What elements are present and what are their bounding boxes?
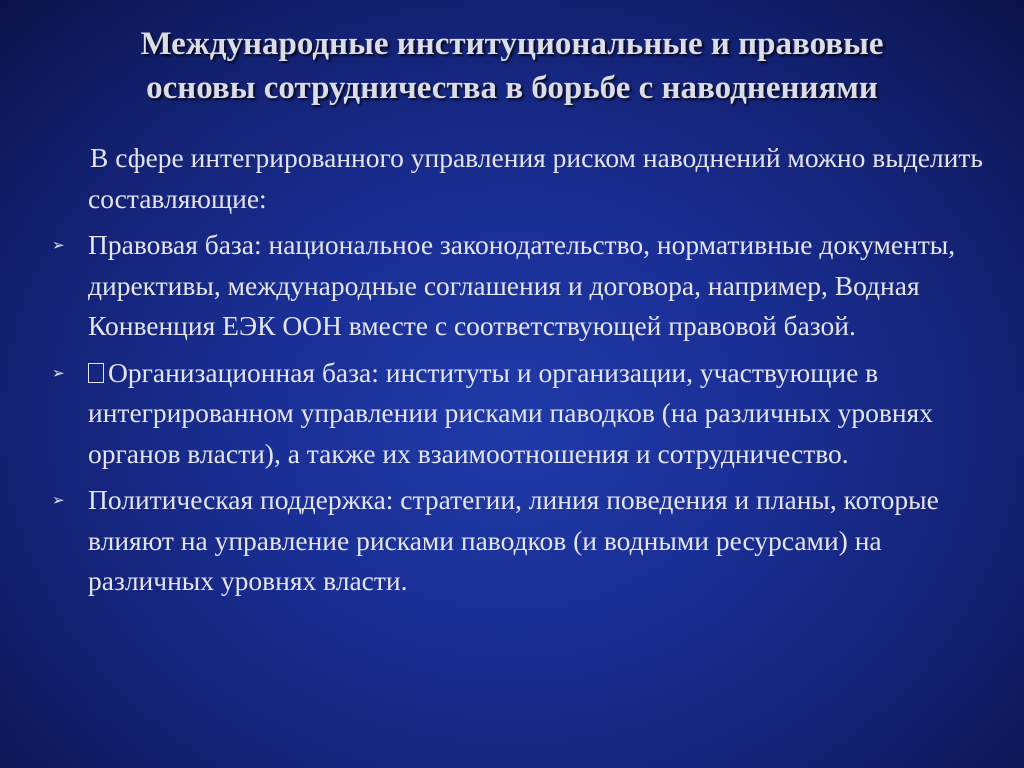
slide-title-line-2: основы сотрудничества в борьбе с наводнениями [146,70,878,106]
arrowhead-right-icon: ➢ [52,236,65,254]
bullet-item-legal [48,225,998,347]
bullet-item-organizational [48,353,998,475]
arrowhead-right-icon: ➢ [52,363,65,382]
slide-title [40,22,984,110]
arrowhead-right-icon: ➢ [52,491,65,509]
slide-body [48,138,998,608]
slide-title-line-1: Международные институциональные и правовые [140,26,884,62]
bullet-item-political [48,480,998,602]
bullet-text-political: Политическая поддержка: стратегии, линия поведения и планы, которые влияют на управление рисками паводков (и водными ресурсами) на различных уровнях власти. [88,484,939,596]
bullet-text-legal: Правовая база: национальное законодательство, нормативные документы, директивы, международные соглашения и договора, например, Водная Конвенция ЕЭК ООН вместе с соответствующей правовой базой. [88,229,956,341]
bullet-text-organizational: Организационная база: институты и организации, участвующие в интегрированном управлении рисками паводков (на различных уровнях органов власти), а также их взаимоотношения и сотрудничество. [88,356,933,469]
intro-paragraph [48,138,998,219]
missing-glyph-box-icon [88,363,104,383]
intro-text: В сфере интегрированного управления риском наводнений можно выделить составляющие: [88,142,983,214]
